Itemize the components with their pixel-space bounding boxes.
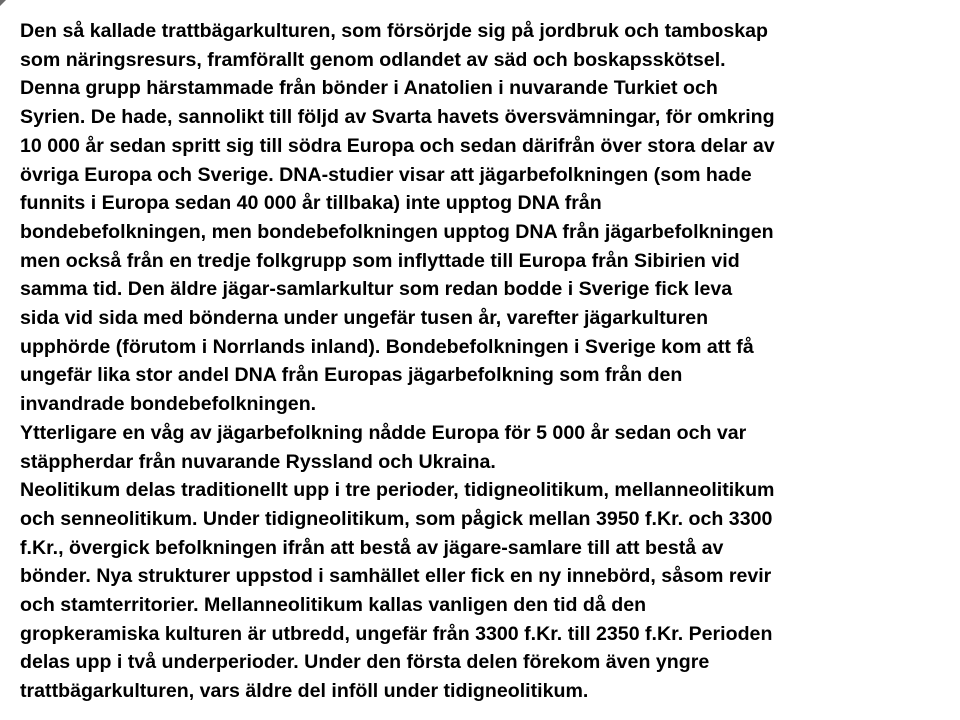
text-line: ungefär lika stor andel DNA från Europas jägarbefolkning som från den [20,364,683,387]
text-line: Den så kallade trattbägarkulturen, som försörjde sig på jordbruk och tamboskap [20,20,769,42]
text-line: funnits i Europa sedan 40 000 år tillbaka) inte upptog DNA från [20,192,602,215]
text-line: stäppherdar från nuvarande Ryssland och Ukraina. [20,450,496,473]
text-line: Ytterligare en våg av jägarbefolkning nådde Europa för 5 000 år sedan och var [20,421,747,444]
text-line: Denna grupp härstammade från bönder i Anatolien i nuvarande Turkiet och [20,77,718,100]
text-line: 10 000 år sedan spritt sig till södra Europa och sedan därifrån över stora delar av [20,134,775,157]
text-line: övriga Europa och Sverige. DNA-studier visar att jägarbefolkningen (som hade [20,163,752,186]
text-line: invandrade bondebefolkningen. [20,393,317,416]
text-line: trattbägarkulturen, vars äldre del inföll under tidigneolitikum. [20,680,589,703]
text-line: bondebefolkningen, men bondebefolkningen upptog DNA från jägarbefolkningen [20,220,774,243]
body-text [20,17,950,706]
text-line: men också från en tredje folkgrupp som inflyttade till Europa från Sibirien vid [20,249,740,272]
text-line: som näringsresurs, framförallt genom odlandet av säd och boskapsskötsel. [20,48,726,71]
text-line: bönder. Nya strukturer uppstod i samhället eller fick en ny innebörd, såsom revir [20,565,772,588]
text-line: samma tid. Den äldre jägar-samlarkultur som redan bodde i Sverige fick leva [20,278,733,301]
text-line: och stamterritorier. Mellanneolitikum kallas vanligen den tid då den [20,594,647,617]
text-line: f.Kr., övergick befolkningen ifrån att bestå av jägare-samlare till att bestå av [20,536,724,559]
text-line: Neolitikum delas traditionellt upp i tre perioder, tidigneolitikum, mellanneolitikum [20,479,775,502]
text-line: upphörde (förutom i Norrlands inland). Bondebefolkningen i Sverige kom att få [20,335,754,358]
corner-mark [0,0,6,6]
text-line: delas upp i två underperioder. Under den första delen förekom även yngre [20,651,710,674]
text-line: Syrien. De hade, sannolikt till följd av Svarta havets översvämningar, för omkring [20,106,775,129]
text-line: sida vid sida med bönderna under ungefär tusen år, varefter jägarkulturen [20,307,709,330]
text-line: och senneolitikum. Under tidigneolitikum, som pågick mellan 3950 f.Kr. och 3300 [20,507,773,530]
text-line: gropkeramiska kulturen är utbredd, ungefär från 3300 f.Kr. till 2350 f.Kr. Perioden [20,622,773,645]
